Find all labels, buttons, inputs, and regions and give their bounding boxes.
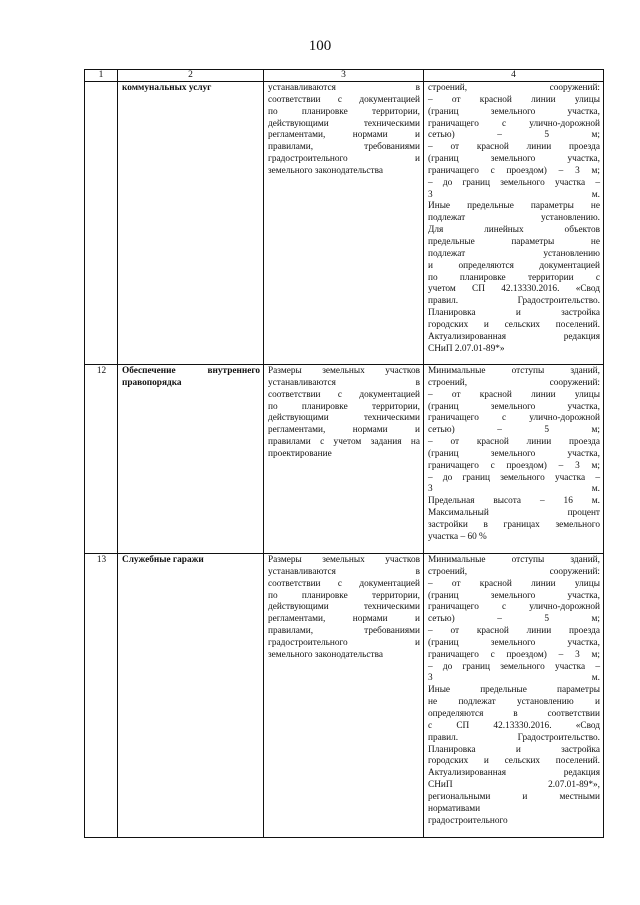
cell-line: Планировка и застройка [428,308,600,319]
cell-line: Актуализированная редакция [428,331,600,342]
cell-line: – от красной линии проезда [428,626,600,637]
cell-line: подлежат установлению. [428,213,600,224]
cell-line: по планировке территории, [268,401,420,412]
row-building-params [424,365,604,554]
row-name [118,554,264,838]
cell-line: – от красной линии улицы [428,94,600,105]
cell-line: сетью) – 5 м; [428,614,600,625]
cell-line: городских и сельских поселений. [428,319,600,330]
cell-line: 3 м. [428,673,600,684]
cell-line: СНиП 2.07.01-89*» [428,343,505,354]
cell-line: регламентами, нормами и [268,130,420,141]
cell-line: земельного законодательства [268,649,383,660]
cell-line: не подлежат установлению и [428,697,600,708]
cell-line: устанавливаются в [268,83,420,93]
cell-line: действующими техническими [268,118,420,129]
cell-line: (границ земельного участка, [428,401,600,412]
row-number: 12 [85,365,118,554]
cell-line: градостроительного и [268,154,420,165]
cell-line: определяются в соответствии [428,708,600,719]
cell-line: Иные предельные параметры не [428,201,600,212]
cell-line: (границ земельного участка, [428,448,600,459]
cell-line: 3 м. [428,484,600,495]
cell-line: Актуализированная редакция [428,768,600,779]
cell-line: градостроительного и [268,637,420,648]
cell-line: СНиП 2.07.01-89*», [428,780,600,791]
cell-line: учетом СП 42.13330.2016. «Свод [428,284,600,295]
cell-line: строений, сооружений: [428,83,600,93]
table-row [85,82,604,365]
cell-line: соответствии с документацией [268,94,420,105]
cell-line: застройки в границах земельного [428,519,600,530]
cell-line: соответствии с документацией [268,389,420,400]
cell-line: Иные предельные параметры [428,685,600,696]
cell-line: проектирование [268,448,332,459]
cell-line: и определяются документацией [428,260,600,271]
cell-line: сетью) – 5 м; [428,425,600,436]
cell-line: земельного законодательства [268,165,383,176]
cell-line: с СП 42.13330.2016. «Свод [428,720,600,731]
cell-line: устанавливаются в [268,566,420,577]
row-name [118,365,264,554]
row-land-size-params [264,365,424,554]
cell-line: Минимальные отступы зданий, [428,366,600,376]
cell-line: правил. Градостроительство. [428,296,600,307]
row-building-params [424,554,604,838]
cell-line: нормативами [428,803,481,814]
cell-line: Для линейных объектов [428,225,600,236]
cell-line: городских и сельских поселений. [428,756,600,767]
cell-line: – до границ земельного участка – [428,177,600,188]
cell-line: действующими техническими [268,602,420,613]
cell-line: по планировке территории, [268,590,420,601]
cell-line: (границ земельного участка, [428,590,600,601]
page-number: 100 [308,38,332,54]
cell-line: граничащего с проездом) – 3 м; [428,649,600,660]
cell-line: (границ земельного участка, [428,637,600,648]
cell-line: участка – 60 % [428,531,487,542]
cell-line: – до границ земельного участка – [428,472,600,483]
cell-line: по планировке территории с [428,272,600,283]
cell-line: Максимальный процент [428,508,600,519]
cell-line: региональными и местными [428,791,600,802]
cell-line: 3 м. [428,189,600,200]
cell-line: правил. Градостроительство. [428,732,600,743]
row-number [85,82,118,365]
cell-line: – от красной линии проезда [428,142,600,153]
cell-line: подлежат установлению [428,248,600,259]
cell-line: граничащего с улично-дорожной [428,602,600,613]
cell-line: – от красной линии проезда [428,437,600,448]
cell-line: Размеры земельных участков [268,366,420,376]
cell-line: Минимальные отступы зданий, [428,555,600,565]
cell-line: регламентами, нормами и [268,425,420,436]
cell-line: (границ земельного участка, [428,154,600,165]
cell-line: – от красной линии улицы [428,389,600,400]
cell-line: по планировке территории, [268,106,420,117]
row-land-size-params [264,554,424,838]
cell-line: правилами, требованиями [268,626,420,637]
row-name-text: Обеспечение внутреннего правопорядка [122,366,260,388]
cell-line: граничащего с улично-дорожной [428,413,600,424]
cell-line: устанавливаются в [268,377,420,388]
row-number: 13 [85,554,118,838]
cell-line: – от красной линии улицы [428,578,600,589]
zoning-table [84,69,604,838]
table-row [85,365,604,554]
cell-line: – до границ земельного участка – [428,661,600,672]
header-cell-2: 2 [118,70,264,82]
cell-line: правилами с учетом задания на [268,437,420,448]
cell-line: граничащего с улично-дорожной [428,118,600,129]
header-cell-4: 4 [424,70,604,82]
row-building-params [424,82,604,365]
row-name [118,82,264,365]
cell-line: строений, сооружений: [428,566,600,577]
table-header-row [85,70,604,82]
cell-line: градостроительного [428,815,508,826]
row-land-size-params [264,82,424,365]
header-cell-1: 1 [85,70,118,82]
cell-line: граничащего с проездом) – 3 м; [428,165,600,176]
cell-line: Размеры земельных участков [268,555,420,565]
cell-line: регламентами, нормами и [268,614,420,625]
row-name-text: коммунальных услуг [122,83,212,93]
cell-line: правилами, требованиями [268,142,420,153]
cell-line: граничащего с проездом) – 3 м; [428,460,600,471]
cell-line: Предельная высота – 16 м. [428,496,600,507]
table-row [85,554,604,838]
cell-line: строений, сооружений: [428,377,600,388]
cell-line: соответствии с документацией [268,578,420,589]
row-name-text: Служебные гаражи [122,555,204,565]
header-cell-3: 3 [264,70,424,82]
cell-line: (границ земельного участка, [428,106,600,117]
cell-line: действующими техническими [268,413,420,424]
cell-line: предельные параметры не [428,236,600,247]
cell-line: сетью) – 5 м; [428,130,600,141]
cell-line: Планировка и застройка [428,744,600,755]
